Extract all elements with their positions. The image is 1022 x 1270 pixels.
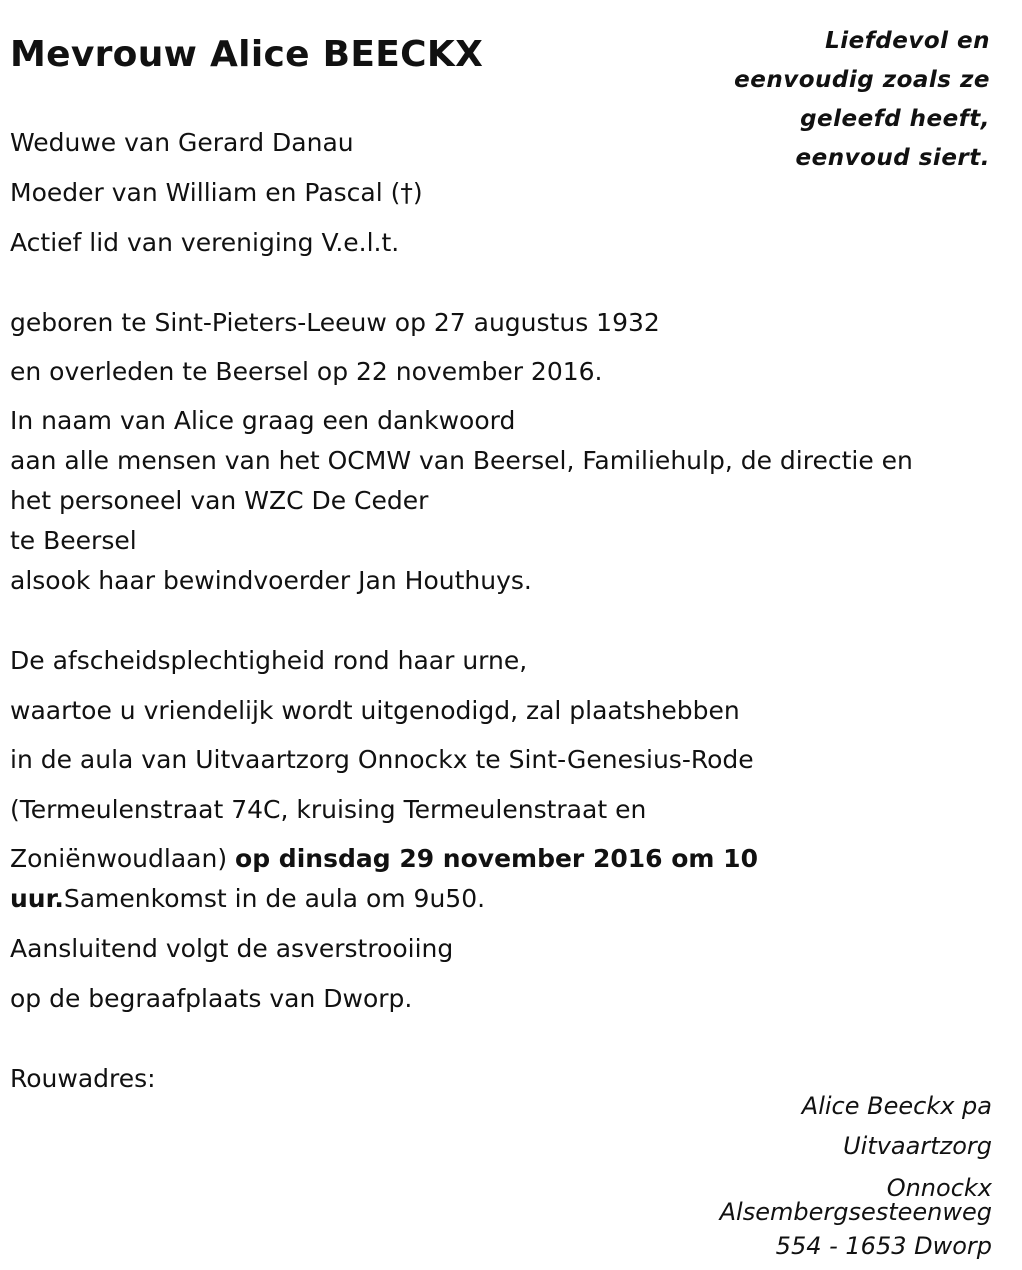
mourning-address xyxy=(692,1086,992,1266)
thanks-line: te Beersel xyxy=(10,526,137,555)
quote-line: geleefd heeft, xyxy=(800,106,990,132)
ceremony-line: De afscheidsplechtigheid rond haar urne, xyxy=(10,646,528,675)
ceremony-line: (Termeulenstraat 74C, kruising Termeulenstraat en xyxy=(10,795,647,824)
ceremony-hour: uur. xyxy=(10,884,64,913)
ceremony-date: op dinsdag 29 november 2016 om 10 xyxy=(235,844,758,873)
ceremony-text: Zoniënwoudlaan) xyxy=(10,844,236,873)
address-line: 554 - 1653 Dworp xyxy=(775,1232,992,1260)
ceremony-line: waartoe u vriendelijk wordt uitgenodigd, zal plaatshebben xyxy=(10,696,740,725)
quote-line: eenvoud siert. xyxy=(795,145,990,171)
ceremony-line: Aansluitend volgt de asverstrooiing xyxy=(10,934,454,963)
thanks-line: het personeel van WZC De Ceder xyxy=(10,486,429,515)
ceremony-time-line xyxy=(10,884,485,914)
address-line: Alice Beeckx pa xyxy=(801,1092,992,1120)
relation-member: Actief lid van vereniging V.e.l.t. xyxy=(10,228,400,257)
address-line: Uitvaartzorg xyxy=(843,1132,992,1160)
death-line: en overleden te Beersel op 22 november 2016. xyxy=(10,357,603,386)
address-line: Alsembergsesteenweg xyxy=(719,1198,992,1226)
gathering-text: Samenkomst in de aula om 9u50. xyxy=(63,884,486,913)
thanks-line: In naam van Alice graag een dankwoord xyxy=(10,406,516,435)
relation-widow: Weduwe van Gerard Danau xyxy=(10,128,354,157)
birth-line: geboren te Sint-Pieters-Leeuw op 27 augustus 1932 xyxy=(10,308,660,337)
ceremony-line: in de aula van Uitvaartzorg Onnockx te Sint-Genesius-Rode xyxy=(10,745,754,774)
ceremony-line: op de begraafplaats van Dworp. xyxy=(10,984,413,1013)
address-label: Rouwadres: xyxy=(10,1064,156,1093)
quote-line: eenvoudig zoals ze xyxy=(734,67,990,93)
thanks-line: alsook haar bewindvoerder Jan Houthuys. xyxy=(10,566,532,595)
address-line: Onnockx xyxy=(886,1174,992,1202)
memorial-quote xyxy=(700,22,990,178)
relation-mother: Moeder van William en Pascal (†) xyxy=(10,178,423,207)
thanks-line: aan alle mensen van het OCMW van Beersel, Familiehulp, de directie en xyxy=(10,446,913,475)
quote-line: Liefdevol en xyxy=(825,28,990,54)
deceased-name: Mevrouw Alice BEECKX xyxy=(10,34,484,75)
ceremony-date-line xyxy=(10,844,758,874)
